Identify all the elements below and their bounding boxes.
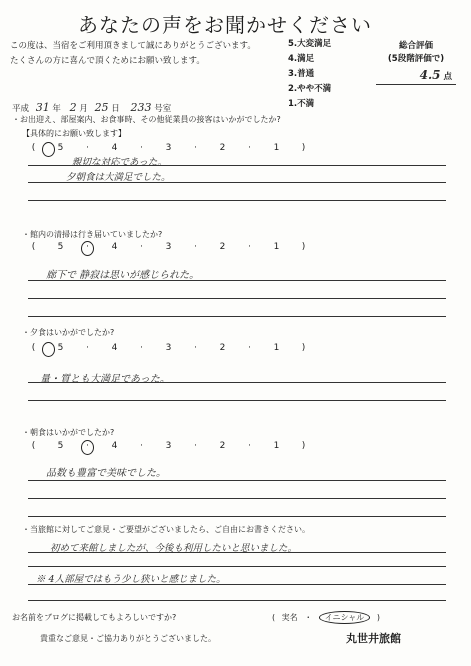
comment-service-1: 親切な対応であった。 [72,157,167,168]
writing-line [28,382,446,383]
overall-value-field [376,69,456,85]
rating-option-5[interactable]: 5 [57,441,64,451]
thanks-message: 貴重なご意見・ご協力ありがとうございました。 [40,634,216,643]
writing-line [28,552,446,553]
question-cleaning: ・館内の清掃は行き届いていましたか? [22,230,163,239]
selected-rating-circle [42,342,55,357]
comment-breakfast-1: 品数も豊富で美味でした。 [46,468,166,479]
writing-line [28,600,446,601]
room-number: 233 [130,101,152,114]
overall-value: 4.5 [419,68,441,82]
rating-option-3[interactable]: 3 [165,441,172,451]
month-unit: 月 [79,104,88,114]
rating-row-dinner: ( 5 · 4 · 3 · 2 · 1 ) [31,343,306,353]
legend-item-2: 2.やや不満 [288,84,332,94]
writing-line [28,165,446,166]
rating-option-1[interactable]: 1 [273,343,280,353]
overall-rating [376,40,456,85]
writing-line [28,400,446,401]
comment-dinner-1: 量・質とも大満足であった。 [40,374,170,385]
rating-option-5[interactable]: 5 [57,242,64,252]
stay-year: 31 [35,101,50,114]
blog-option-initial[interactable]: イニシャル [319,611,371,624]
blog-question: お名前をブログに掲載してもよろしいですか? [12,613,177,622]
rating-option-4[interactable]: 4 [111,441,118,451]
question-service-sub: 【具体的にお願い致します】 [22,129,126,138]
rating-option-4[interactable]: 4 [111,343,118,353]
legend-item-5: 5.大変満足 [288,39,332,49]
rating-option-1[interactable]: 1 [273,242,280,252]
writing-line [28,280,446,281]
rating-option-2[interactable]: 2 [219,343,226,353]
rating-option-4[interactable]: 4 [111,143,118,153]
selected-rating-circle [81,241,94,256]
writing-line [28,316,446,317]
writing-line [28,480,446,481]
scale-legend [288,37,331,112]
rating-option-1[interactable]: 1 [273,143,280,153]
comment-service-2: 夕朝食は大満足でした。 [66,172,171,183]
writing-line [28,584,446,585]
rating-row-breakfast: ( 5 · 4 · 3 · 2 · 1 ) [31,441,306,451]
rating-option-4[interactable]: 4 [111,242,118,252]
rating-option-5[interactable]: 5 [57,343,64,353]
year-unit: 年 [52,104,61,114]
stay-month: 2 [69,101,77,114]
writing-line [28,298,446,299]
rating-option-3[interactable]: 3 [165,242,172,252]
writing-line [28,200,446,201]
selected-rating-circle [81,440,94,455]
page-title: あなたの声をお聞かせください [78,13,372,37]
writing-line [28,566,446,567]
writing-line [28,182,446,183]
era: 平成 [12,104,30,114]
legend-item-1: 1.不満 [288,99,315,109]
comment-cleaning-1: 廊下で 静寂は思いが感じられた。 [46,270,200,281]
blog-options: ( 実名 ・ イニシャル ) [272,613,380,622]
writing-line [28,516,446,517]
comment-opinion-1: 初めて来館しましたが、今後も利用したいと思いました。 [50,543,298,554]
writing-line [28,498,446,499]
comment-opinion-2: ※ 4人部屋ではもう少し狭いと感じました。 [36,574,226,585]
selected-rating-circle [42,142,55,157]
overall-sub: (5段階評価で) [387,54,445,64]
rating-option-3[interactable]: 3 [165,143,172,153]
day-unit: 日 [111,104,120,114]
intro-line-1: この度は、当宿をご利用頂きまして誠にありがとうございます。 [10,41,256,51]
rating-option-5[interactable]: 5 [57,143,64,153]
rating-row-cleaning: ( 5 · 4 · 3 · 2 · 1 ) [31,242,306,252]
question-breakfast: ・朝食はいかがでしたか? [22,428,115,437]
stay-date-row [12,101,171,114]
legend-item-4: 4.満足 [288,54,315,64]
rating-option-1[interactable]: 1 [273,441,280,451]
question-opinion: ・当旅館に対してご意見・ご要望がございましたら、ご自由にお書きください。 [22,525,310,534]
room-unit: 号室 [154,104,172,114]
intro-line-2: たくさんの方に喜んで頂くためにお願い致します。 [10,56,205,66]
rating-row-service: ( 5 · 4 · 3 · 2 · 1 ) [31,143,306,153]
rating-option-3[interactable]: 3 [165,343,172,353]
question-dinner: ・夕食はいかがでしたか? [22,328,115,337]
inn-name: 丸世井旅館 [346,632,401,645]
legend-item-3: 3.普通 [288,69,315,79]
rating-option-2[interactable]: 2 [219,441,226,451]
rating-option-2[interactable]: 2 [219,143,226,153]
overall-unit: 点 [443,72,452,82]
question-service: ・お出迎え、部屋案内、お食事時、その他従業員の接客はいかがでしたか? [12,115,281,124]
overall-label: 総合評価 [398,41,433,51]
stay-day: 25 [94,101,109,114]
rating-option-2[interactable]: 2 [219,242,226,252]
blog-option-real[interactable]: 実名 [281,613,298,622]
